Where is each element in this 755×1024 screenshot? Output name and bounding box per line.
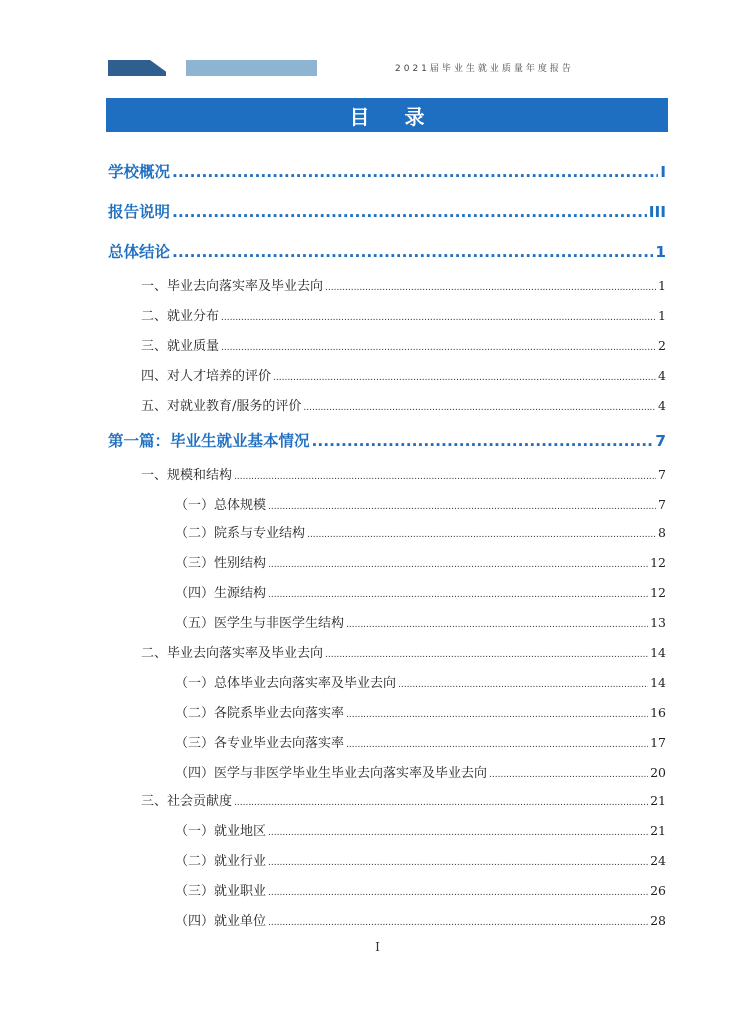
toc-leader-dots (268, 918, 648, 928)
toc-entry-title: 三、就业质量 (141, 339, 220, 354)
toc-entry-page: 4 (658, 398, 666, 413)
toc-leader-dots (268, 560, 648, 570)
toc-entry-title: 二、就业分布 (141, 309, 220, 324)
toc-entry-page: 7 (655, 432, 666, 450)
toc-leader-dots (234, 798, 648, 808)
toc-entry[interactable] (175, 552, 666, 571)
toc-entry-page: 26 (650, 883, 666, 898)
toc-leader-dots (307, 530, 656, 540)
toc-leader-dots (346, 620, 648, 630)
toc-entry-page: 21 (650, 823, 666, 838)
toc-entry[interactable] (175, 672, 666, 691)
toc-leader-dots (268, 502, 656, 512)
toc-leader-dots (221, 313, 656, 323)
toc-entry-page: 14 (650, 675, 666, 690)
toc-entry[interactable] (108, 429, 666, 451)
toc-entry-page: 4 (658, 368, 666, 383)
toc-leader-dots (346, 710, 648, 720)
toc-entry[interactable] (175, 850, 666, 869)
toc-entry-page: 28 (650, 913, 666, 928)
toc-entry-title: （三）就业职业 (175, 884, 267, 899)
toc-entry[interactable] (175, 732, 666, 751)
toc-banner (106, 98, 668, 132)
toc-entry-title: （四）医学与非医学毕业生毕业去向落实率及毕业去向 (175, 766, 488, 781)
toc-leader-dots (312, 432, 654, 450)
toc-entry[interactable] (108, 160, 666, 182)
toc-entry[interactable] (175, 820, 666, 839)
toc-entry-title: 三、社会贡献度 (141, 794, 233, 809)
toc-leader-dots (172, 243, 653, 261)
toc-entry-title: 五、对就业教育/服务的评价 (141, 399, 302, 414)
toc-entry[interactable] (141, 395, 666, 414)
toc-entry-title: （二）各院系毕业去向落实率 (175, 706, 345, 721)
header-band-light (186, 60, 317, 76)
toc-entry[interactable] (141, 642, 666, 661)
toc-entry-title: （三）性别结构 (175, 556, 267, 571)
page-number: I (375, 940, 380, 954)
toc-leader-dots (346, 740, 648, 750)
toc-leader-dots (268, 828, 648, 838)
toc-entry-page: 1 (655, 243, 666, 261)
toc-entry-page: 7 (658, 497, 666, 512)
toc-entry-title: 学校概况 (108, 163, 171, 181)
toc-title: 目 录 (349, 104, 439, 129)
toc-entry[interactable] (141, 275, 666, 294)
toc-leader-dots (234, 472, 656, 482)
toc-entry[interactable] (108, 200, 666, 222)
toc-entry-page: 20 (650, 765, 666, 780)
toc-entry-page: 16 (650, 705, 666, 720)
toc-entry-page: 17 (650, 735, 666, 750)
toc-leader-dots (273, 373, 656, 383)
toc-entry[interactable] (175, 762, 666, 781)
toc-entry[interactable] (175, 494, 666, 513)
toc-leader-dots (268, 590, 648, 600)
toc-entry-title: （一）总体毕业去向落实率及毕业去向 (175, 676, 397, 691)
toc-entry-page: 8 (658, 525, 666, 540)
toc-entry-title: （二）就业行业 (175, 854, 267, 869)
toc-entry[interactable] (175, 880, 666, 899)
toc-entry[interactable] (141, 305, 666, 324)
toc-entry-page: 13 (650, 615, 666, 630)
toc-entry[interactable] (141, 464, 666, 483)
toc-leader-dots (303, 403, 656, 413)
toc-entry-title: （四）生源结构 (175, 586, 267, 601)
toc-entry-page: 1 (658, 278, 666, 293)
toc-leader-dots (221, 343, 656, 353)
toc-leader-dots (489, 770, 648, 780)
toc-entry[interactable] (175, 910, 666, 929)
toc-leader-dots (172, 163, 658, 181)
toc-entry[interactable] (108, 240, 666, 262)
toc-leader-dots (398, 680, 648, 690)
report-header-title: 2021届毕业生就业质量年度报告 (395, 64, 574, 74)
toc-entry-title: （三）各专业毕业去向落实率 (175, 736, 345, 751)
toc-entry[interactable] (175, 612, 666, 631)
toc-leader-dots (325, 650, 648, 660)
toc-entry-page: 12 (650, 555, 666, 570)
toc-entry-title: （五）医学生与非医学生结构 (175, 616, 345, 631)
toc-entry-page: 24 (650, 853, 666, 868)
toc-leader-dots (325, 283, 656, 293)
toc-entry-title: 第一篇：毕业生就业基本情况 (108, 432, 310, 450)
toc-entry-title: 报告说明 (108, 203, 171, 221)
toc-entry-page: 12 (650, 585, 666, 600)
toc-entry-page: 7 (658, 467, 666, 482)
toc-entry[interactable] (141, 335, 666, 354)
toc-entry-title: （二）院系与专业结构 (175, 526, 306, 541)
toc-entry[interactable] (175, 582, 666, 601)
toc-entry-title: 一、规模和结构 (141, 468, 233, 483)
toc-entry-title: （一）就业地区 (175, 824, 267, 839)
toc-entry-page: 14 (650, 645, 666, 660)
toc-leader-dots (268, 858, 648, 868)
toc-entry-page: 2 (658, 338, 666, 353)
toc-entry[interactable] (175, 702, 666, 721)
toc-entry-page: III (648, 203, 666, 221)
toc-leader-dots (172, 203, 647, 221)
toc-entry-title: 总体结论 (108, 243, 171, 261)
toc-entry-title: （一）总体规模 (175, 498, 267, 513)
toc-leader-dots (268, 888, 648, 898)
toc-entry[interactable] (141, 790, 666, 809)
toc-entry[interactable] (175, 522, 666, 541)
toc-entry-page: 1 (658, 308, 666, 323)
toc-entry-title: 二、毕业去向落实率及毕业去向 (141, 646, 324, 661)
toc-entry-title: （四）就业单位 (175, 914, 267, 929)
toc-entry-page: I (660, 163, 666, 181)
toc-entry-title: 一、毕业去向落实率及毕业去向 (141, 279, 324, 294)
toc-entry[interactable] (141, 365, 666, 384)
toc-entry-title: 四、对人才培养的评价 (141, 369, 272, 384)
toc-entry-page: 21 (650, 793, 666, 808)
